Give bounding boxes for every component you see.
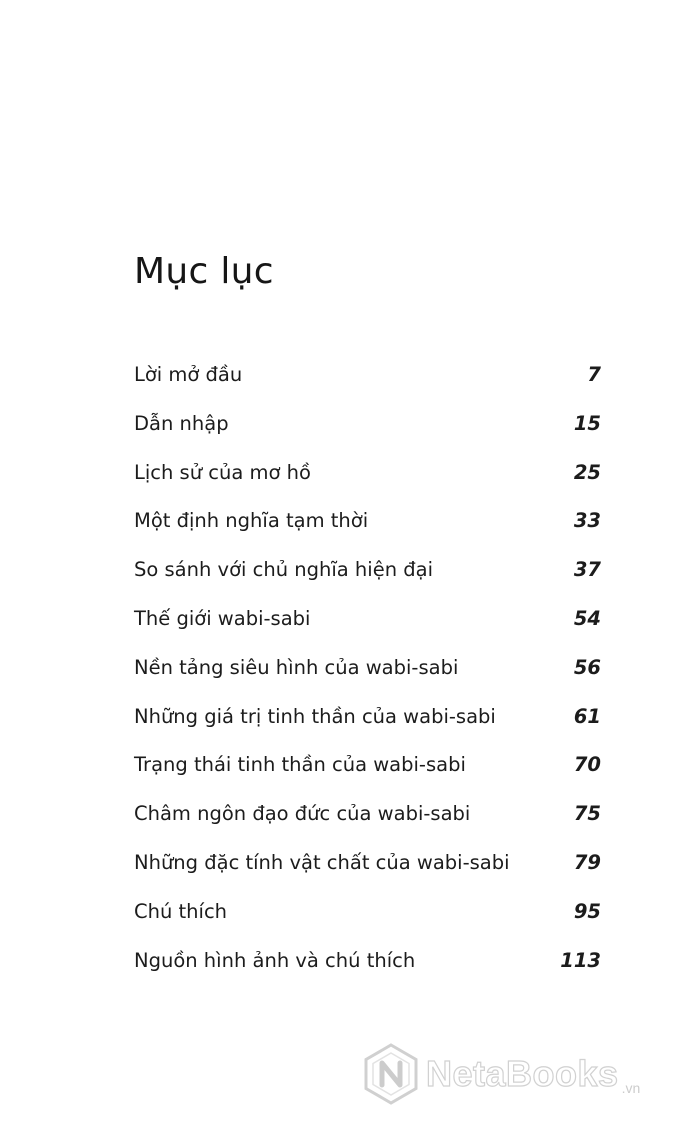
toc-entry [134, 944, 601, 993]
toc-entry [134, 504, 601, 553]
toc-entry [134, 456, 601, 505]
toc-entry-title: Một định nghĩa tạm thời [134, 509, 369, 533]
toc-entry [134, 651, 601, 700]
toc-entry [134, 895, 601, 944]
watermark [362, 1042, 640, 1106]
toc-entry-title: Nguồn hình ảnh và chú thích [134, 948, 416, 972]
page-title: Mục lục [134, 251, 274, 292]
watermark-brand: NetaBooks [426, 1053, 619, 1094]
toc-entry-page-number: 95 [573, 899, 601, 923]
toc-entry-page-number: 61 [573, 704, 601, 728]
toc-entry [134, 748, 601, 797]
toc-entry-page-number: 113 [560, 948, 601, 972]
toc-entry [134, 846, 601, 895]
toc-entry [134, 553, 601, 602]
netabooks-logo-icon [362, 1042, 420, 1106]
toc-entry [134, 700, 601, 749]
toc-entry-title: Những đặc tính vật chất của wabi-sabi [134, 850, 510, 874]
watermark-suffix: .vn [621, 1080, 641, 1096]
toc-entry-title: Những giá trị tinh thần của wabi-sabi [134, 704, 496, 728]
toc-entry-title: Trạng thái tinh thần của wabi-sabi [134, 753, 466, 777]
table-of-contents [134, 358, 601, 992]
toc-entry-page-number: 25 [573, 460, 601, 484]
toc-entry-page-number: 56 [573, 655, 601, 679]
toc-entry-page-number: 7 [587, 363, 601, 386]
toc-entry-title: Lời mở đầu [134, 363, 243, 386]
toc-entry-page-number: 54 [573, 606, 601, 630]
toc-entry-title: Chú thích [134, 899, 228, 923]
toc-entry-page-number: 70 [573, 753, 601, 777]
toc-entry-title: Dẫn nhập [134, 411, 229, 435]
toc-entry [134, 407, 601, 456]
toc-entry-title: Lịch sử của mơ hồ [134, 460, 311, 484]
toc-entry-page-number: 75 [573, 802, 601, 826]
toc-entry-page-number: 15 [573, 411, 601, 435]
toc-entry [134, 602, 601, 651]
toc-entry-title: Thế giới wabi-sabi [134, 606, 311, 630]
toc-entry-page-number: 33 [573, 509, 601, 533]
toc-entry-page-number: 37 [573, 558, 601, 582]
toc-entry-title: So sánh với chủ nghĩa hiện đại [134, 558, 433, 582]
toc-entry [134, 358, 601, 407]
toc-entry-page-number: 79 [573, 850, 601, 874]
toc-entry-title: Châm ngôn đạo đức của wabi-sabi [134, 802, 471, 826]
toc-entry [134, 797, 601, 846]
toc-entry-title: Nền tảng siêu hình của wabi-sabi [134, 655, 459, 679]
